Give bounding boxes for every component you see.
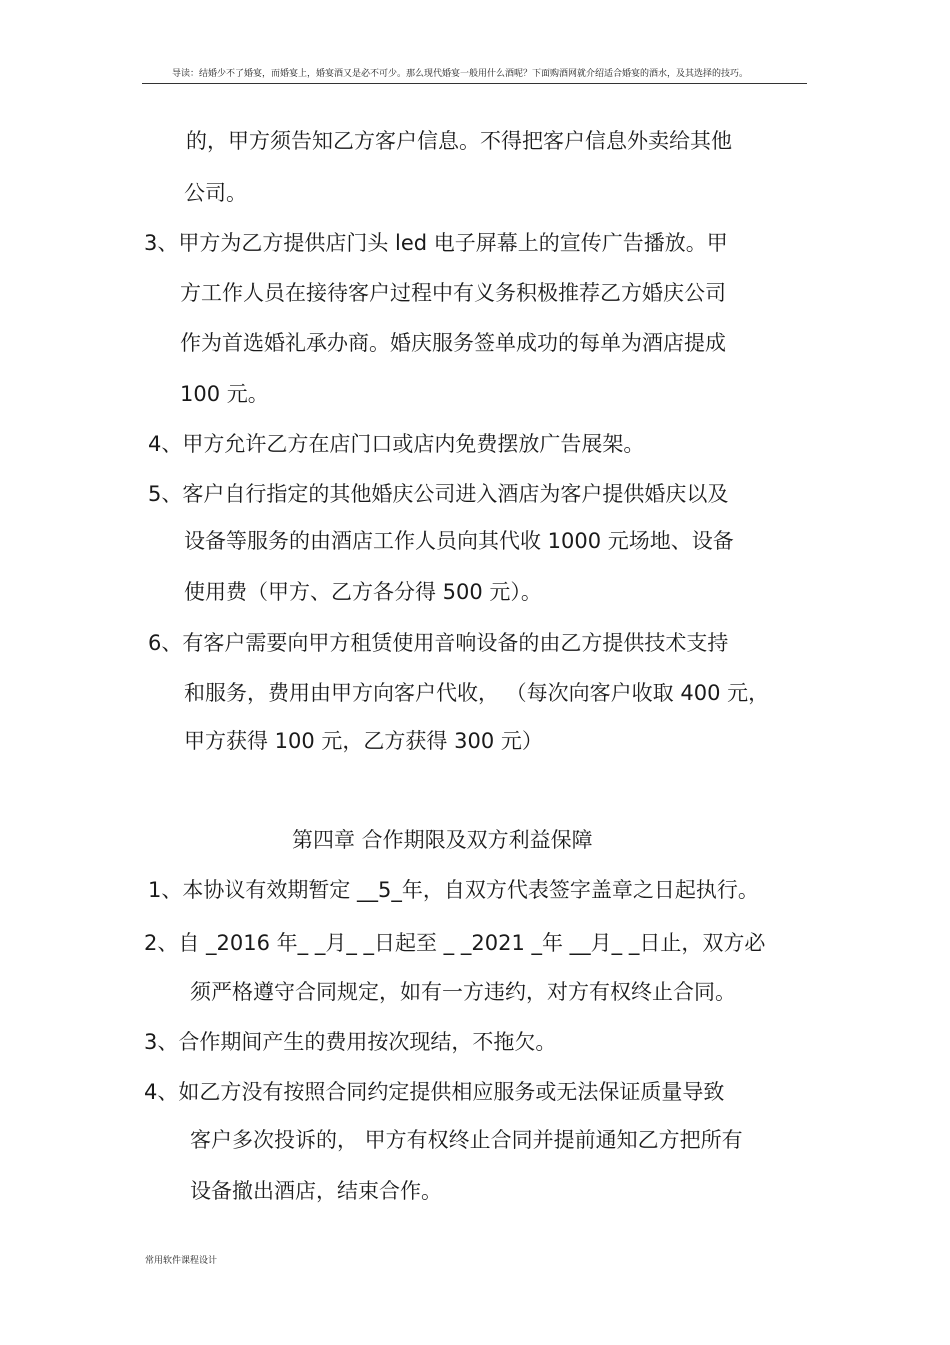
- chapter-line: 4、如乙方没有按照合同约定提供相应服务或无法保证质量导致: [144, 1080, 725, 1104]
- chapter-line: 2、自 _2016 年_ _月_ _日起至 _ _2021 _年 __月_ _日止，双方必: [144, 931, 766, 955]
- body-line: 方工作人员在接待客户过程中有义务积极推荐乙方婚庆公司: [180, 281, 726, 305]
- chapter-line: 1、本协议有效期暂定 __5_年，自双方代表签字盖章之日起执行。: [148, 878, 759, 902]
- chapter-line: 设备撤出酒店，结束合作。: [190, 1179, 442, 1203]
- chapter-title: 第四章 合作期限及双方利益保障: [292, 828, 593, 852]
- footer-note: 常用软件课程设计: [145, 1256, 218, 1266]
- body-line: 甲方获得 100 元，乙方获得 300 元）: [184, 729, 543, 753]
- body-line: 作为首选婚礼承办商。婚庆服务签单成功的每单为酒店提成: [180, 331, 726, 355]
- chapter-line: 3、合作期间产生的费用按次现结，不拖欠。: [144, 1030, 557, 1054]
- body-line: 6、有客户需要向甲方租赁使用音响设备的由乙方提供技术支持: [148, 631, 729, 655]
- chapter-line: 须严格遵守合同规定，如有一方违约，对方有权终止合同。: [190, 980, 736, 1004]
- header-note: 导读：结婚少不了婚宴，而婚宴上，婚宴酒又是必不可少。那么现代婚宴一般用什么酒呢？下面购酒网就介绍适合婚宴的酒水，及其选择的技巧。: [172, 69, 749, 79]
- body-line: 5、客户自行指定的其他婚庆公司进入酒店为客户提供婚庆以及: [148, 482, 729, 506]
- body-line: 4、甲方允许乙方在店门口或店内免费摆放广告展架。: [148, 432, 645, 456]
- body-line: 使用费（甲方、乙方各分得 500 元）。: [184, 580, 542, 604]
- body-line: 公司。: [184, 181, 247, 205]
- header-rule: [142, 83, 807, 84]
- body-line: 设备等服务的由酒店工作人员向其代收 1000 元场地、设备: [184, 529, 734, 553]
- body-line: 100 元。: [180, 382, 269, 406]
- body-line: 的，甲方须告知乙方客户信息。不得把客户信息外卖给其他: [186, 129, 732, 153]
- body-line: 3、甲方为乙方提供店门头 led 电子屏幕上的宣传广告播放。甲: [144, 231, 728, 255]
- chapter-line: 客户多次投诉的， 甲方有权终止合同并提前通知乙方把所有: [190, 1128, 743, 1152]
- body-line: 和服务，费用由甲方向客户代收， （每次向客户收取 400 元，: [184, 681, 770, 705]
